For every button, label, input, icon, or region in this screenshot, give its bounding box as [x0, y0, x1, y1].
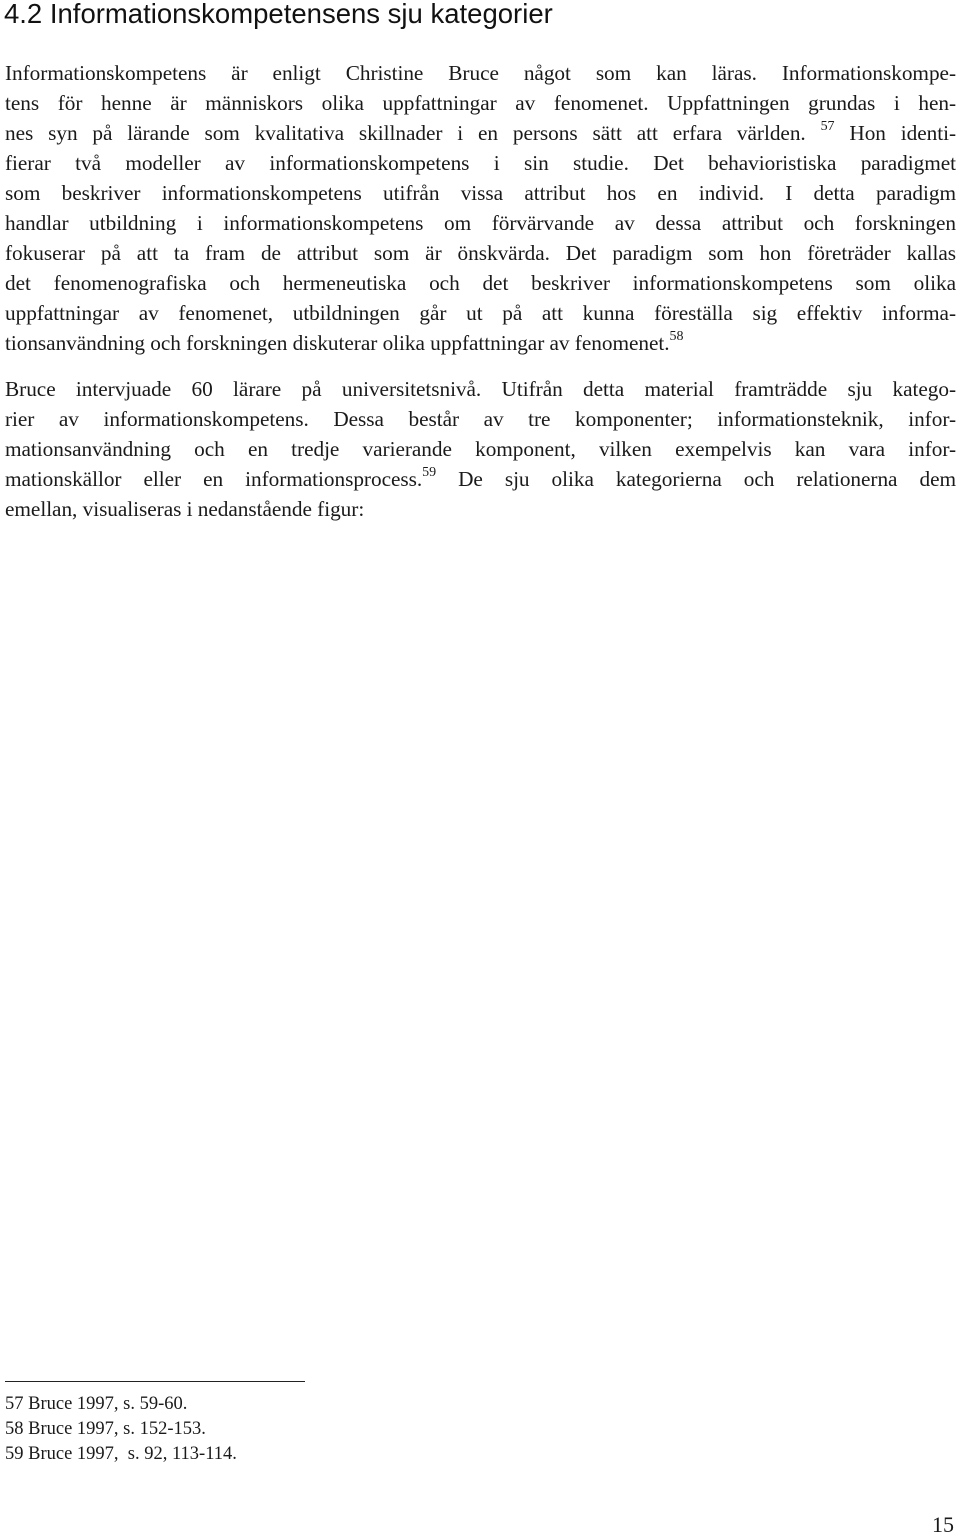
paragraph-bruce-definition — [5, 58, 956, 358]
page-number: 15 — [932, 1512, 954, 1537]
footnotes-list — [5, 1392, 237, 1467]
text-line: handlar utbildning i informationskompetens om förvärvande av dessa attribut och forskningen — [5, 211, 956, 235]
paragraph-seven-categories — [5, 374, 956, 524]
footnote-58: 58 Bruce 1997, s. 152-153. — [5, 1419, 206, 1439]
text-line: rier av informationskompetens. Dessa består av tre komponenter; informationsteknik, infor- — [5, 407, 956, 431]
text-fragment: nes syn på lärande som kvalitativa skillnader i en persons sätt att erfara världen. — [5, 121, 806, 145]
text-line: tens för henne är människors olika uppfattningar av fenomenet. Uppfattningen grundas i hen- — [5, 91, 956, 115]
text-line: emellan, visualiseras i nedanstående figur: — [5, 497, 365, 521]
text-line — [5, 464, 956, 494]
text-line: Bruce intervjuade 60 lärare på universitetsnivå. Utifrån detta material framträdde sju katego- — [5, 377, 956, 401]
footnote-ref-57: 57 — [820, 118, 835, 134]
footnote-ref-59: 59 — [422, 464, 437, 480]
text-line — [5, 118, 956, 148]
text-line: Informationskompetens är enligt Christine Bruce något som kan läras. Informationskompe- — [5, 61, 956, 85]
footnote-separator — [5, 1381, 305, 1382]
section-heading: 4.2 Informationskompetensens sju kategorier — [4, 0, 553, 29]
text-fragment: De sju olika kategorierna och relationerna dem — [458, 467, 956, 491]
text-fragment: tionsanvändning och forskningen diskuterar olika uppfattningar av fenomenet. — [5, 331, 670, 355]
text-fragment: mationskällor eller en informationsprocess. — [5, 467, 423, 491]
text-line: fierar två modeller av informationskompetens i sin studie. Det behavioristiska paradigmet — [5, 151, 956, 175]
text-line — [5, 328, 956, 358]
footnote-59: 59 Bruce 1997, s. 92, 113-114. — [5, 1444, 237, 1464]
text-line: fokuserar på att ta fram de attribut som är önskvärda. Det paradigm som hon företräder kallas — [5, 241, 956, 265]
footnote-ref-58: 58 — [669, 328, 684, 344]
text-line: som beskriver informationskompetens utifrån vissa attribut hos en individ. I detta paradigm — [5, 181, 956, 205]
text-fragment: Hon identi- — [849, 121, 956, 145]
text-line: uppfattningar av fenomenet, utbildningen går ut på att kunna föreställa sig effektiv informa- — [5, 301, 956, 325]
text-line: mationsanvändning och en tredje varierande komponent, vilken exempelvis kan vara infor- — [5, 437, 956, 461]
text-line: det fenomenografiska och hermeneutiska och det beskriver informationskompetens som olika — [5, 271, 956, 295]
footnote-57: 57 Bruce 1997, s. 59-60. — [5, 1394, 188, 1414]
